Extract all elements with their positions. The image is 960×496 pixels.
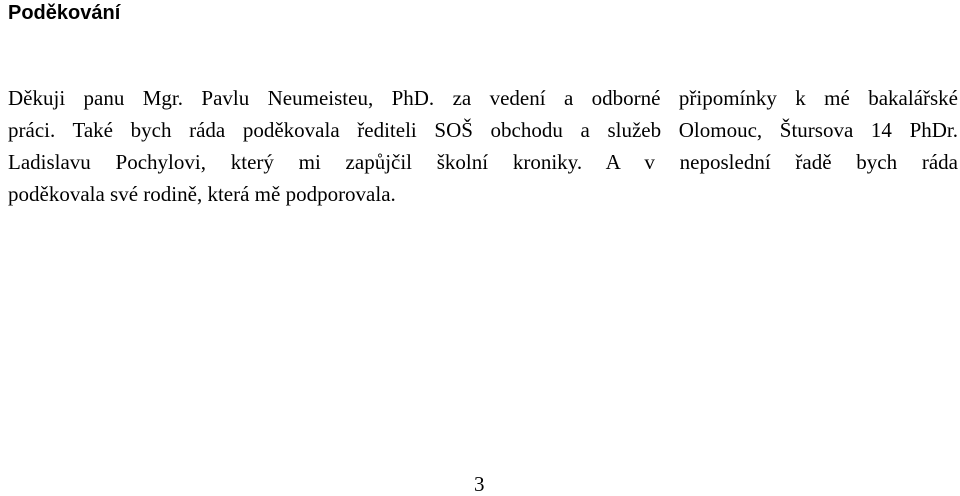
acknowledgement-paragraph [8, 82, 958, 210]
paragraph-line-3: Ladislavu Pochylovi, který mi zapůjčil školní kroniky. A v neposlední řadě bych ráda [8, 150, 958, 174]
paragraph-line-4: poděkovala své rodině, která mě podporovala. [8, 182, 396, 206]
paragraph-line-2: práci. Také bych ráda poděkovala řediteli SOŠ obchodu a služeb Olomouc, Štursova 14 PhDr. [8, 118, 958, 142]
paragraph-line-1: Děkuji panu Mgr. Pavlu Neumeisteu, PhD. za vedení a odborné připomínky k mé bakalářské [8, 86, 958, 110]
page-heading: Poděkování [8, 2, 121, 24]
page-number: 3 [474, 472, 485, 496]
